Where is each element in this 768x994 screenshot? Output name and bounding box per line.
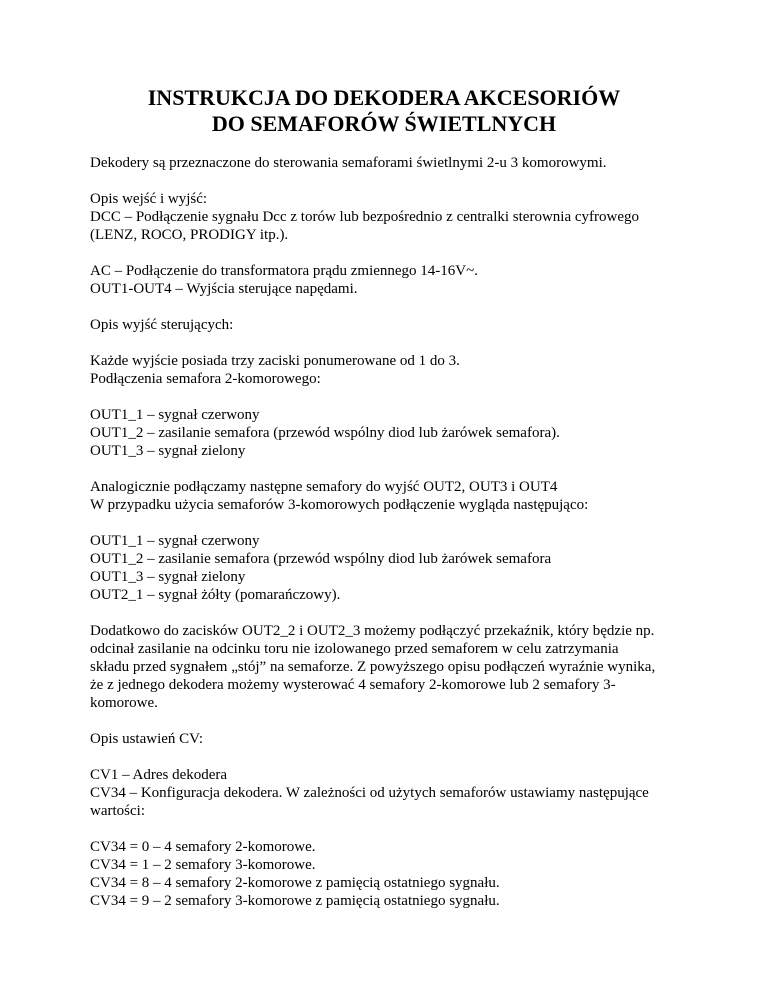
text-line: odcinał zasilanie na odcinku toru nie izolowanego przed semaforem w celu zatrzymania <box>90 641 619 657</box>
paragraph <box>90 352 690 388</box>
text-line: OUT2_1 – sygnał żółty (pomarańczowy). <box>90 587 341 603</box>
paragraph <box>90 316 690 334</box>
text-line: CV34 – Konfiguracja dekodera. W zależności od użytych semaforów ustawiamy następujące <box>90 785 649 801</box>
paragraph <box>90 730 690 748</box>
text-line: CV34 = 9 – 2 semafory 3-komorowe z pamięcią ostatniego sygnału. <box>90 893 500 909</box>
text-line: CV34 = 1 – 2 semafory 3-komorowe. <box>90 857 316 873</box>
paragraph <box>90 838 690 910</box>
text-line: OUT1-OUT4 – Wyjścia sterujące napędami. <box>90 281 358 297</box>
text-line: Każde wyjście posiada trzy zaciski ponumerowane od 1 do 3. <box>90 353 460 369</box>
text-line: Dodatkowo do zacisków OUT2_2 i OUT2_3 możemy podłączyć przekaźnik, który będzie np. <box>90 623 655 639</box>
text-line: składu przed sygnałem „stój” na semaforze. Z powyższego opisu podłączeń wyraźnie wynika, <box>90 659 656 675</box>
paragraph <box>90 766 690 820</box>
text-line: wartości: <box>90 803 145 819</box>
text-line: Opis wyjść sterujących: <box>90 317 234 333</box>
paragraph <box>90 478 690 514</box>
text-line: OUT1_1 – sygnał czerwony <box>90 407 260 423</box>
text-line: DCC – Podłączenie sygnału Dcc z torów lub bezpośrednio z centralki sterownia cyfrowego <box>90 209 639 225</box>
paragraph <box>90 262 690 298</box>
document-body <box>90 154 690 928</box>
text-line: CV34 = 0 – 4 semafory 2-komorowe. <box>90 839 316 855</box>
paragraph <box>90 406 690 460</box>
text-line: (LENZ, ROCO, PRODIGY itp.). <box>90 227 289 243</box>
text-line: AC – Podłączenie do transformatora prądu zmiennego 14-16V~. <box>90 263 479 279</box>
text-line: Dekodery są przeznaczone do sterowania semaforami świetlnymi 2-u 3 komorowymi. <box>90 155 607 171</box>
paragraph <box>90 154 690 172</box>
text-line: CV1 – Adres dekodera <box>90 767 228 783</box>
text-line: OUT1_1 – sygnał czerwony <box>90 533 260 549</box>
paragraph <box>90 190 690 244</box>
text-line: OUT1_2 – zasilanie semafora (przewód wspólny diod lub żarówek semafora). <box>90 425 560 441</box>
document-title <box>0 85 768 137</box>
text-line: CV34 = 8 – 4 semafory 2-komorowe z pamięcią ostatniego sygnału. <box>90 875 500 891</box>
title-line-2: DO SEMAFORÓW ŚWIETLNYCH <box>211 111 557 136</box>
text-line: Analogicznie podłączamy następne semafory do wyjść OUT2, OUT3 i OUT4 <box>90 479 558 495</box>
paragraph <box>90 532 690 604</box>
text-line: Podłączenia semafora 2-komorowego: <box>90 371 321 387</box>
text-line: Opis wejść i wyjść: <box>90 191 208 207</box>
text-line: OUT1_2 – zasilanie semafora (przewód wspólny diod lub żarówek semafora <box>90 551 552 567</box>
paragraph <box>90 622 690 712</box>
text-line: W przypadku użycia semaforów 3-komorowych podłączenie wygląda następująco: <box>90 497 589 513</box>
text-line: komorowe. <box>90 695 158 711</box>
text-line: OUT1_3 – sygnał zielony <box>90 443 246 459</box>
text-line: OUT1_3 – sygnał zielony <box>90 569 246 585</box>
title-line-1: INSTRUKCJA DO DEKODERA AKCESORIÓW <box>147 85 621 110</box>
text-line: Opis ustawień CV: <box>90 731 204 747</box>
text-line: że z jednego dekodera możemy wysterować 4 semafory 2-komorowe lub 2 semafory 3- <box>90 677 616 693</box>
